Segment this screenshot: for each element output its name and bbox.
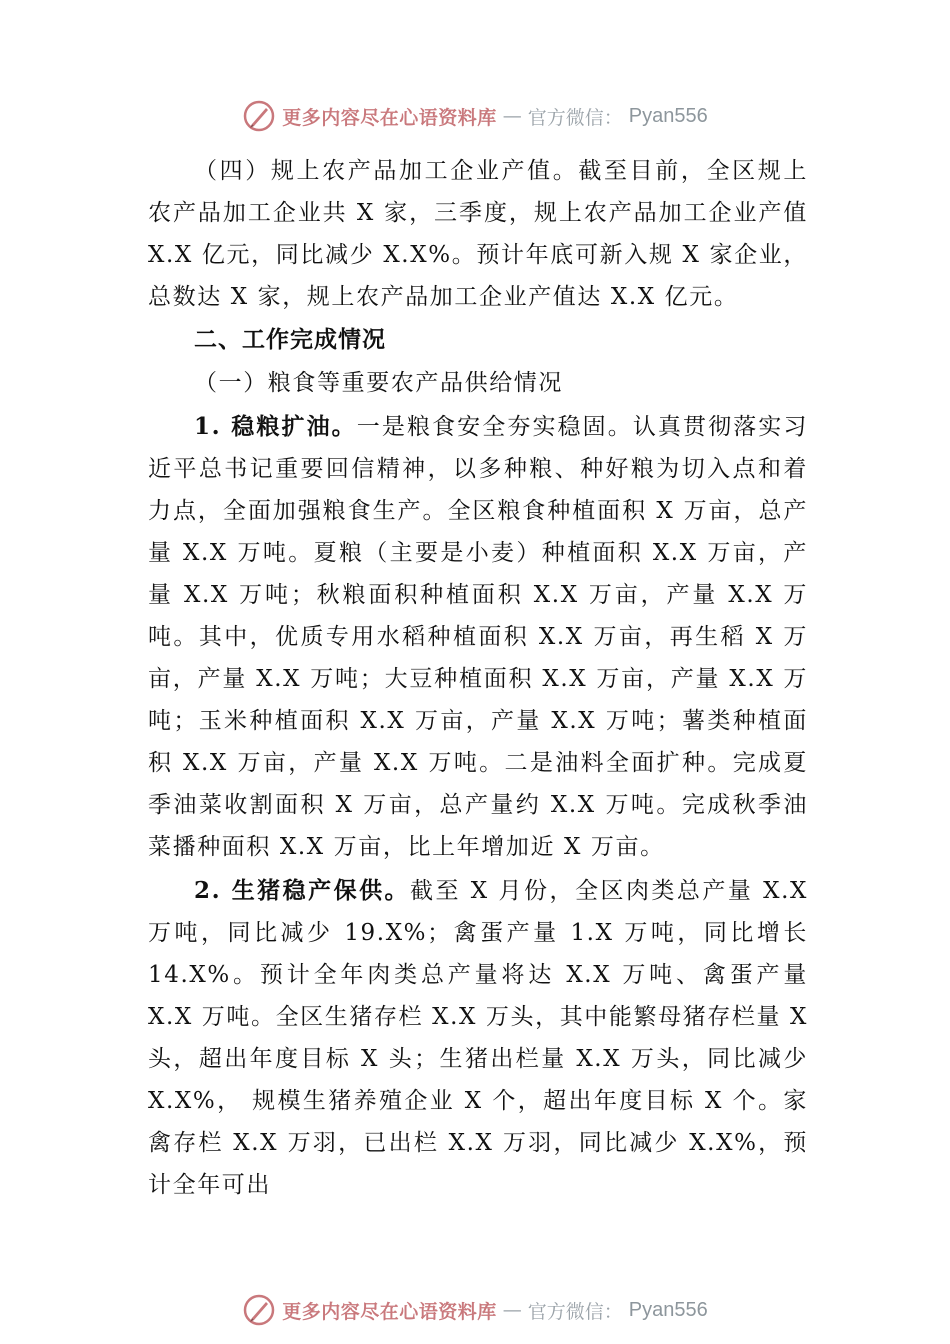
watermark-label: 官方微信： <box>527 1300 623 1323</box>
subsection-heading: （一）粮食等重要农产品供给情况 <box>194 370 563 396</box>
item1-lead: 1. 稳粮扩油。 <box>194 413 357 440</box>
paragraph-pig-supply <box>148 870 808 1206</box>
section-heading: 二、工作完成情况 <box>194 327 386 353</box>
item2-text: 截至 X 月份，全区肉类总产量 X.X 万吨，同比减少 19.X%；禽蛋产量 1.X 万吨，同比增长 14.X%。预计全年肉类总产量将达 X.X 万吨、禽蛋产量 X.X 万吨。全区生猪存栏 X.X 万头，其中能繁母猪存栏量 X 头，超出年度目标 X 头；生猪出栏量 X.X 万头，同比减少 X.X%， 规模生猪养殖企业 X 个，超出年度目标 X 个。家禽存栏 X.X 万羽，已出栏 X.X 万羽，同比减少 X.X%，预计全年可出 <box>148 878 808 1198</box>
item1-text: 一是粮食安全夯实稳固。认真贯彻落实习近平总书记重要回信精神，以多种粮、种好粮为切入点和着力点，全面加强粮食生产。全区粮食种植面积 X 万亩，总产量 X.X 万吨。夏粮（主要是小麦）种植面积 X.X 万亩，产量 X.X 万吨；秋粮面积种植面积 X.X 万亩，产量 X.X 万吨。其中，优质专用水稻种植面积 X.X 万亩，再生稻 X 万亩，产量 X.X 万吨；大豆种植面积 X.X 万亩，产量 X.X 万吨；玉米种植面积 X.X 万亩，产量 X.X 万吨；薯类种植面积 X.X 万亩，产量 X.X 万吨。二是油料全面扩种。完成夏季油菜收割面积 X 万亩，总产量约 X.X 万吨。完成秋季油菜播种面积 X.X 万亩，比上年增加近 X 万亩。 <box>148 414 808 860</box>
paragraph-processing-output: （四）规上农产品加工企业产值。截至目前，全区规上农产品加工企业共 X 家，三季度，规上农产品加工企业产值 X.X 亿元，同比减少 X.X%。预计年底可新入规 X 家企业，总数达 X 家，规上农产品加工企业产值达 X.X 亿元。 <box>148 158 808 310</box>
paragraph-grain-oil <box>148 406 808 868</box>
watermark-site-text: 更多内容尽在心语资料库 <box>282 106 497 129</box>
watermark-separator: — <box>502 105 522 127</box>
header-watermark <box>0 96 950 136</box>
quill-pen-icon <box>242 99 276 133</box>
watermark-wechat-id: Pyan556 <box>628 1298 708 1321</box>
document-body <box>148 150 808 1206</box>
quill-pen-icon <box>242 1293 276 1327</box>
watermark-wechat-id: Pyan556 <box>628 104 708 127</box>
watermark-label: 官方微信： <box>527 106 623 129</box>
item2-lead: 2. 生猪稳产保供。 <box>194 877 411 904</box>
watermark-site-text: 更多内容尽在心语资料库 <box>282 1300 497 1323</box>
footer-watermark <box>0 1290 950 1330</box>
watermark-separator: — <box>502 1299 522 1321</box>
